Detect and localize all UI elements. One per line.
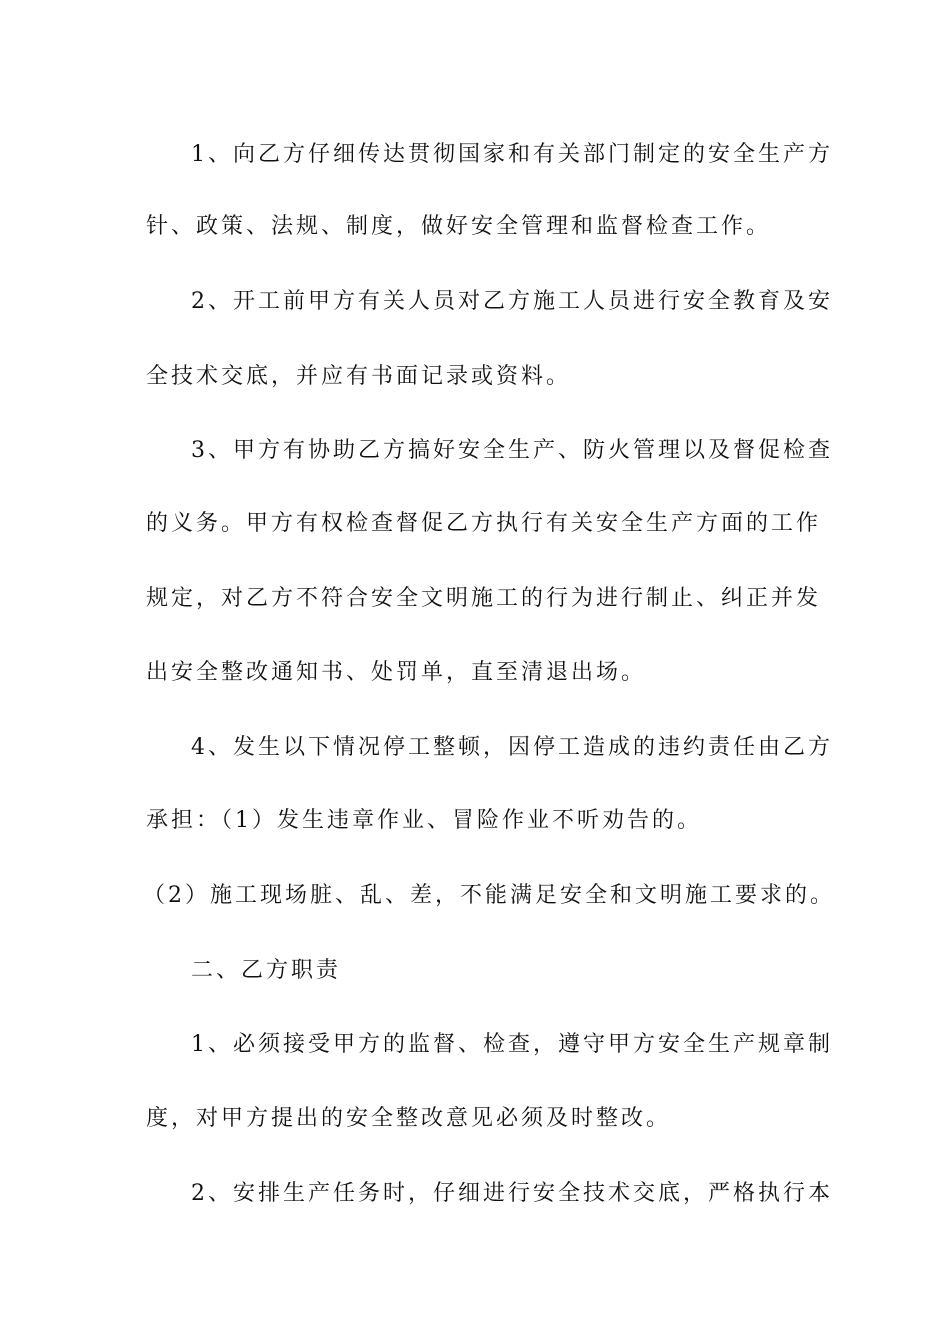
paragraph-line: 全技术交底，并应有书面记录或资料。 — [146, 364, 572, 389]
paragraph-line: 3、甲方有协助乙方搞好安全生产、防火管理以及督促检查 — [191, 438, 833, 463]
paragraph-line: 4、发生以下情况停工整顿，因停工造成的违约责任由乙方 — [191, 735, 833, 760]
paragraph-line: 的义务。甲方有权检查督促乙方执行有关安全生产方面的工作 — [146, 511, 822, 536]
paragraph-line: （2）施工现场脏、乱、差，不能满足安全和文明施工要求的。 — [143, 883, 835, 908]
section-heading: 二、乙方职责 — [191, 958, 342, 983]
paragraph-line: 承担：（1）发生违章作业、冒险作业不听劝告的。 — [146, 808, 702, 833]
paragraph-line: 2、安排生产任务时，仔细进行安全技术交底，严格执行本 — [191, 1181, 833, 1206]
paragraph-line: 出安全整改通知书、处罚单，直至清退出场。 — [146, 660, 647, 685]
paragraph-line: 2、开工前甲方有关人员对乙方施工人员进行安全教育及安 — [191, 289, 833, 314]
paragraph-line: 度，对甲方提出的安全整改意见必须及时整改。 — [146, 1106, 672, 1131]
paragraph-line: 1、向乙方仔细传达贯彻国家和有关部门制定的安全生产方 — [191, 142, 833, 167]
paragraph-line: 规定，对乙方不符合安全文明施工的行为进行制止、纠正并发 — [146, 586, 822, 611]
paragraph-line: 1、必须接受甲方的监督、检查，遵守甲方安全生产规章制 — [191, 1032, 833, 1057]
paragraph-line: 针、政策、法规、制度，做好安全管理和监督检查工作。 — [146, 214, 772, 239]
